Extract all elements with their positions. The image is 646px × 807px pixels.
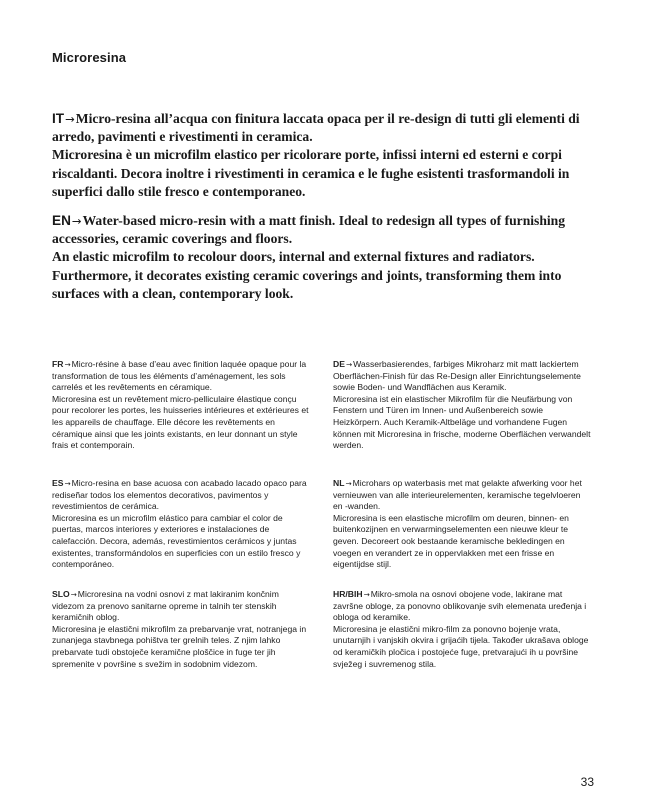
lang-code-es: ES xyxy=(52,478,64,488)
lead-english-text-2: An elastic microfilm to recolour doors, internal and external fixtures and radiators. Furthermore, it decorates existing ceramic coverings and joints, transforming them into surfaces with a clean, contemporary look. xyxy=(52,249,562,301)
block-dutch xyxy=(333,478,591,571)
lang-code-en: EN xyxy=(52,213,71,228)
lang-code-it: IT xyxy=(52,111,65,126)
lang-code-de: DE xyxy=(333,359,345,369)
lead-english-p1 xyxy=(52,212,588,248)
french-text-1: Micro-résine à base d’eau avec finition laquée opaque pour la transformation de tous les éléments d’aménagement, les sols carrelés et les revêtements en céramique. xyxy=(52,359,307,393)
slovenian-text-1: Microresina na vodni osnovi z mat lakiranim končnim videzom za prenovo sanitarne opreme in talnih ter stenskih keramičnih oblog. xyxy=(52,589,279,623)
lang-code-fr: FR xyxy=(52,359,64,369)
arrow-right-icon: → xyxy=(64,360,71,369)
german-text-2: Microresina ist ein elastischer Mikrofilm für die Neufärbung von Fenstern und Türen im Innen- und Außenbereich sowie Heizkörpern. Auch Keramik-Altbeläge und vorhandene Fugen können mit Microresina in frische, moderne Oberflächen verwandelt werden. xyxy=(333,393,591,451)
block-croatian-bosnian xyxy=(333,589,591,670)
dutch-text-2: Microresina is een elastische microfilm om deuren, binnen- en buitenkozijnen en verwarmingselementen een nieuwe kleur te geven. Decoreert ook bestaande keramische bekledingen en voegen en verandert ze in oppervlakken met een frisse en eigentijdse stijl. xyxy=(333,512,569,570)
lang-code-nl: NL xyxy=(333,478,345,488)
spanish-text-1: Micro-resina en base acuosa con acabado lacado opaco para rediseñar todos los elementos decorativos, pavimentos y revestimientos de cerámica. xyxy=(52,478,307,512)
lead-italian xyxy=(52,110,588,201)
spanish-text-2: Microresina es un microfilm elástico para cambiar el color de puertas, marcos interiores y exteriores e instalaciones de calefacción. Decora, además, revestimientos cerámicos y juntas existentes, transformándolos en superficies con un estilo fresco y contemporáneo. xyxy=(52,512,301,570)
german-text-1: Wasserbasierendes, farbiges Mikroharz mit matt lackiertem Oberflächen-Finish für das Re-Design aller Einrichtungselemente sowie Boden- und Wandflächen aus Keramik. xyxy=(333,359,581,393)
lead-english-text-1: Water-based micro-resin with a matt finish. Ideal to redesign all types of furnishing accessories, ceramic coverings and floors. xyxy=(52,213,566,247)
block-spanish xyxy=(52,478,310,571)
lang-code-hr-bih: HR/BIH xyxy=(333,589,363,599)
arrow-right-icon: → xyxy=(65,112,75,126)
croatian-text-2: Microresina je elastični mikro-film za ponovno bojenje vrata, unutarnjih i vanjskih okvira i grijaćih tijela. Također ukrašava obloge od keramičkih pločica i postojeće fuge, pretvarajući ih u površine svježeg i suvremenog stila. xyxy=(333,623,589,669)
croatian-text-1: Mikro-smola na osnovi obojene vode, lakirane mat završne obloge, za ponovno oblikovanje svih elemenata uređenja i obloga od keramike. xyxy=(333,589,587,623)
block-german xyxy=(333,359,591,452)
french-text-2: Microresina est un revêtement micro-pelliculaire élastique conçu pour recolorer les portes, les huisseries intérieures et extérieures et les appareils de chauffage. Elle décore les revêtements en céramique ainsi que les joints existants, en leur donnant un style frais et contemporain. xyxy=(52,393,309,451)
slovenian-text-2: Microresina je elastični mikrofilm za prebarvanje vrat, notranjega in zunanjega stavbnega pohištva ter grelnih teles. Z njim lahko prebarvate tudi obstoječe keramične ploščice in fuge ter jih spremenite v površine s svežim in sodobnim videzom. xyxy=(52,623,307,669)
lead-italian-p1 xyxy=(52,110,588,146)
arrow-right-icon: → xyxy=(345,360,353,369)
arrow-right-icon: → xyxy=(363,590,370,599)
arrow-right-icon: → xyxy=(71,214,82,228)
arrow-right-icon: → xyxy=(64,479,71,488)
page-title: Microresina xyxy=(52,50,127,65)
dutch-text-1: Microhars op waterbasis met mat gelakte afwerking voor het vernieuwen van alle interieurelementen, keramische tegelvloeren en -wanden. xyxy=(333,478,582,512)
arrow-right-icon: → xyxy=(345,479,352,488)
lang-code-slo: SLO xyxy=(52,589,70,599)
lead-english xyxy=(52,212,588,303)
lead-italian-text-2: Microresina è un microfilm elastico per ricolorare porte, infissi interni ed esterni e corpi riscaldanti. Decora inoltre i rivestimenti in ceramica e le fughe esistenti trasformandoli in superfici dallo stile fresco e contemporaneo. xyxy=(52,147,570,199)
page-number: 33 xyxy=(580,775,594,789)
block-slovenian xyxy=(52,589,310,670)
block-french xyxy=(52,359,310,452)
arrow-right-icon: → xyxy=(70,590,77,599)
lead-italian-text-1: Micro-resina all’acqua con finitura laccata opaca per il re-design di tutti gli elementi di arredo, pavimenti e rivestimenti in ceramica. xyxy=(52,111,580,145)
